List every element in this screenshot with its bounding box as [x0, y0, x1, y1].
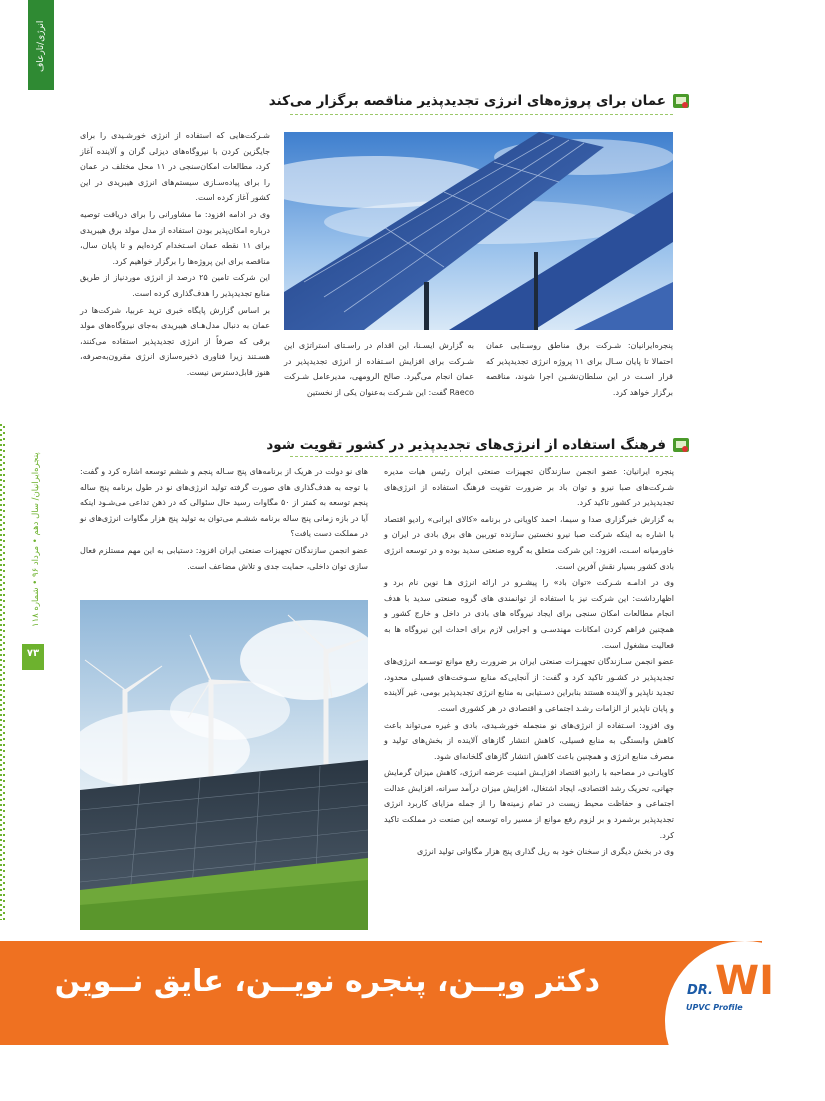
article2-rule [290, 456, 673, 457]
margin-dots [0, 424, 2, 920]
article1-headline [269, 93, 690, 109]
article2-col-right: پنجره ایرانیان: عضو انجمن سازندگان تجهیزات صنعتی ایران رئیس هیات مدیره شـرکت‌های صبا نیرو و توان باد بر ضرورت تقویت فرهنگ استفاده از انرژی‌های تجدیدپذیر در کشور تاکید کرد. به گزارش خبرگزاری صدا و سیما، احمد کاویانی در برنامه «کالای ایرانی» رادیو اقتصاد با اشاره به اینکه شرکت صبا نیرو نخستین سازنده توربین های برق بادی در ایران و خاورمیانه اسـت، افزود: این شرکت متعلق به گروه صنعتی سدید بوده و در توسعه انرژی بادی کشور بسیار نقش آفرین است. وی در ادامـه شـرکت «توان باد» را پیشـرو در ارائه انرژی هـا نوین نام برد و اظهارداشت: این شرکت نیز با استفاده از توانمندی های گروه صنعتی سدید با هدف انجام مطالعات امکان سنجی برای ایجاد نیروگاه های بادی در داخل و خارج کشور و همچنین فراهم کردن امکانات مهندسـی و اجرایی لازم برای احداث این نیروگاه ها به فعالیت مشغول است. عضو انجمن سـازندگان تجهیـزات صنعتی ایران بر ضرورت رفع موانع توسـعه انرژی‌های تجدیدپذیر در کشـور تاکید کرد و گفت: از آنجایی‌که منابع سـوخت‌های فسیلی محدود، تجدید ناپذیر و آلاینده هستند بنابراین دسـتیابی به منابع انرژی تجدیدپذیر بومی، غیر آلاینده و پایان ناپذیر از الزامات رشـد اجتماعی و اقتصادی در هر کشوری است. وی افزود: اسـتفاده از انرژی‌های نو منجمله خورشـیدی، بادی و غیره می‌تواند باعث کاهش وابستگی به منابع فسیلی، کاهش انتشار گازهای آلاینده از بخش‌های تولید و مصرف منابع انرژی و همچنین باعث کاهش انتشار گازهای گلخانه‌ای شود. کاویانـی در مصاحبه با رادیو اقتصاد افزایـش امنیت عرضه انرژی، کاهش میزان گرمایش جهانی، تحریک رشد اقتصادی، ایجاد اشتغال، افزایش میزان درآمد سرانه، افزایش عدالت اجتماعی و حفاظت محیط زیست در تمام زمینه‌ها را از جمله مزایای کاربرد انرژی تجدیدپذیر برشمرد و بر لزوم رفع موانع از مسیر راه توسعه این صنعت در مملکت تاکید کرد. وی در بخش دیگری از سخنان خود به ریل گذاری پنج هزار مگاواتی تولید انرژی [384, 467, 674, 857]
logo-wi: WI [715, 958, 775, 1004]
section-label: انرژی/تارعاف‌ [36, 20, 46, 72]
article2-headline [266, 437, 690, 453]
page-number: ۷۳ [26, 648, 40, 659]
wind-turbines-photo [80, 600, 368, 930]
solar-panels-photo [284, 132, 673, 330]
banner-slogan: دکتر ویــن، پنجره نویــن، عایق نــوین [54, 964, 600, 999]
logo-subtitle: UPVC Profile [686, 1003, 743, 1012]
issue-line: پنجره‌ایرانیان/ سال دهم • مرداد ۹۶ • شماره ۱۱۸ [31, 452, 41, 628]
margin-dots-2 [3, 424, 5, 920]
article1-rule [290, 114, 673, 115]
solar-panel-icon [672, 93, 690, 109]
logo-dr: DR. [687, 983, 713, 998]
article2-col-left: های نو دولت در هریک از برنامه‌های پنج سـاله پنجم و ششم توسعه اشاره کرد و گفت: با توجه به هدف‌گذاری های صورت گرفته تولید انرژی‌های نو در طول برنامه پنج ساله پنجم توسعه به کمتر از ۵۰ مگاوات رسید حال سئوالی که در ذهن تداعی می‌شـود اینکه آیا در بازه زمانی پنج ساله برنامه ششـم می‌توان به تولید پنج هزار مگاوات انرژی‌های نو در مملکت دست یافت؟ عضو انجمن سازندگان تجهیزات صنعتی ایران افزود: دستیابی به این مهم مستلزم فعال سازی توان داخلی، حمایت جدی و تلاش مضاعف است. [80, 467, 369, 571]
article1-title: عمان برای پروژه‌های انرژی تجدیدپذیر مناقصه برگزار می‌کند [268, 93, 666, 109]
article2-title: فرهنگ استفاده از انرژی‌های تجدیدپذیر در کشور تقویت شود [266, 437, 666, 453]
solar-panel-icon [672, 437, 690, 453]
article1-col-middle: به گزارش ایسـنا، این اقدام در راسـتای استراتژی این شـرکت برای افزایش اسـتفاده از انرژی تجدیدپذیر در عمان انجام می‌گیرد. صالح الرومهی، مدیرعامل شـرکت Raeco گفت: این شـرکت به‌عنوان یکی از نخستین [284, 341, 474, 397]
article1-col-left: شـرکت‌هایی که استفاده از انرژی خورشـیدی را برای جایگزین کردن با نیروگاه‌های دیزلی گران و آلاینده آغاز کرد، مطالعات امکان‌سنجی در ۱۱ محل مختلف در عمان را برای پیاده‌سـازی سیستم‌های انرژی هیبریدی در این کشور آغاز کرده است. وی در ادامه افزود: ما مشاورانی را برای دریافت توصیه درباره امکان‌پذیر بودن استفاده از مدل مولد برق هیبریدی برای ۱۱ نقطه عمان اسـتخدام کرده‌ایم و تا پایان سال، مناقصه برای این پروژه‌ها را برگزار خواهیم کرد. این شرکت تامین ۲۵ درصد از انرژی موردنیاز از طریق منابع تجدیدپذیر را هدف‌گذاری کرده است. بر اساس گزارش پایگاه خبری ترید عربیا، شرکت‌ها در عمان به دنبال مدل‌هـای هیبریدی به‌جای نیروگاه‌های مولد برقی که صرفاً از انرژی تجدیدپذیر استفاده می‌کنند، هسـتند زیرا فناوری ذخیره‌سازی انرژی مقرون‌به‌صرفه، هنوز قابل‌دسترس نیست. [80, 131, 271, 377]
article1-col-right: پنجره‌ایرانیان: شـرکت برق مناطق روسـتایی عمان احتمالا تا پایان سـال برای ۱۱ پروژه انرژی تجدیدپذیر که قرار اسـت در این سلطان‌نشـین اجرا شوند، مناقصه برگزار خواهد کرد. [486, 341, 673, 397]
